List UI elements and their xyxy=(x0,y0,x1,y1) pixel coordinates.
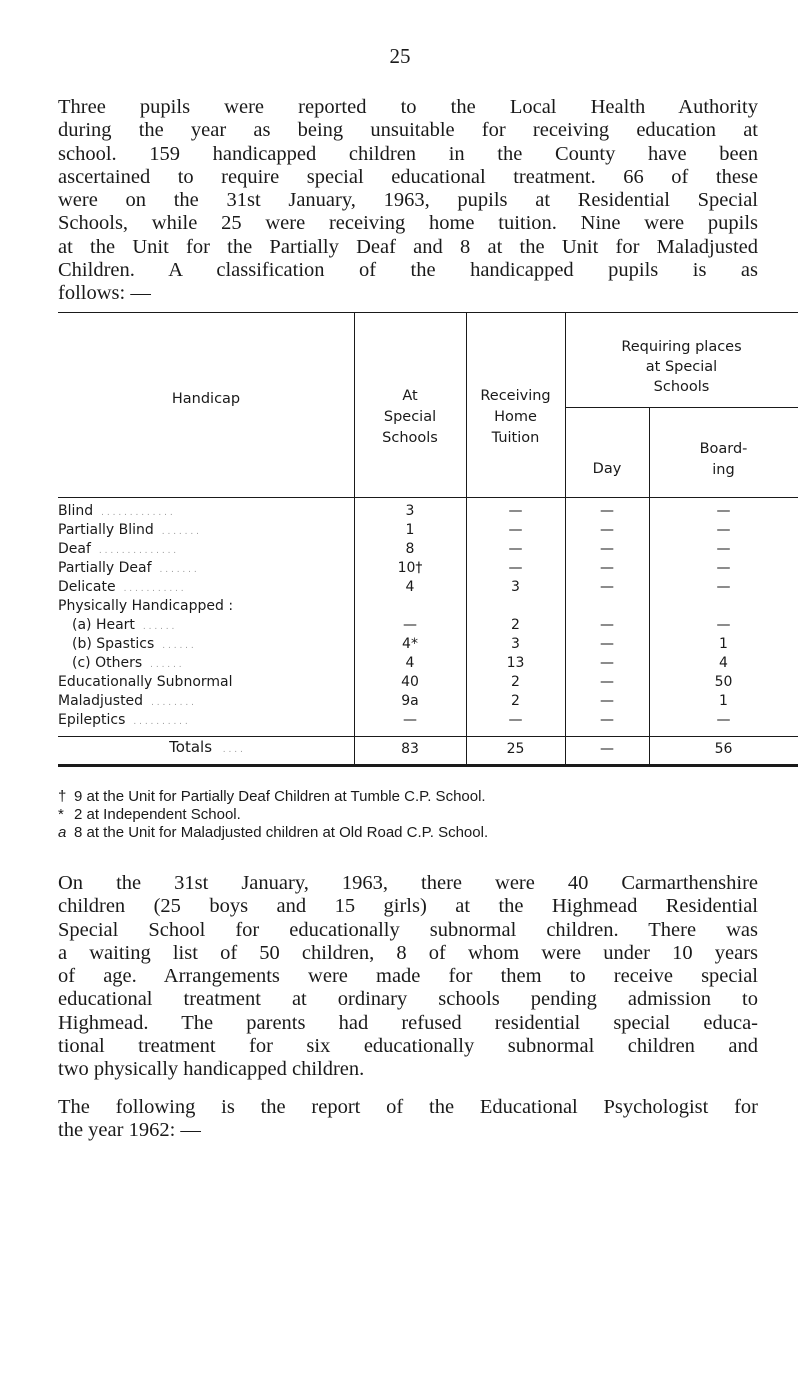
cell-home-tuition: 3 xyxy=(511,636,520,652)
cell-at-special: 9a xyxy=(401,693,419,709)
text-line: follows: — xyxy=(58,282,151,305)
cell-boarding: — xyxy=(716,712,731,728)
text-line: of age. Arrangements were made for them to receive special xyxy=(58,965,758,988)
cell-boarding: — xyxy=(716,503,731,519)
row-label: (a) Heart . . . . . . xyxy=(72,617,175,633)
footnote: † 9 at the Unit for Partially Deaf Children at Tumble C.P. School. xyxy=(58,788,486,805)
dot-leader: . . . . . . . xyxy=(161,527,199,537)
totals-day: — xyxy=(600,741,614,757)
text-line: Children. A classification of the handicapped pupils is as xyxy=(58,259,758,282)
cell-day: — xyxy=(600,579,614,595)
cell-home-tuition: — xyxy=(508,712,523,728)
subheader-rule xyxy=(565,407,798,408)
dot-leader: . . . . . . . . . . . . . . xyxy=(98,546,177,556)
cell-home-tuition: — xyxy=(508,560,523,576)
dot-leader: . . . . . . xyxy=(162,641,194,651)
cell-at-special: 40 xyxy=(401,674,419,690)
text-line: were on the 31st January, 1963, pupils at Residential Special xyxy=(58,189,758,212)
header-boarding: Board- ing xyxy=(699,441,748,478)
cell-boarding: — xyxy=(716,560,731,576)
header-handicap: Handicap xyxy=(171,391,241,407)
cell-day: — xyxy=(600,674,614,690)
cell-boarding: — xyxy=(716,541,731,557)
closing-paragraph xyxy=(58,872,758,1082)
cell-home-tuition: 13 xyxy=(506,655,525,671)
dot-leader: . . . . . . . . . . xyxy=(133,717,188,727)
dot-leader: . . . . . . . . xyxy=(151,698,194,708)
cell-at-special: 4 xyxy=(405,579,415,595)
totals-at-special: 83 xyxy=(401,741,419,757)
footnote: a 8 at the Unit for Maladjusted children at Old Road C.P. School. xyxy=(58,824,489,841)
row-label: Epileptics . . . . . . . . . . xyxy=(58,712,188,728)
cell-at-special: 8 xyxy=(405,541,415,557)
row-label: Delicate . . . . . . . . . . . xyxy=(58,579,184,595)
text-line: On the 31st January, 1963, there were 40 Carmarthenshire xyxy=(58,872,758,894)
row-label: Maladjusted . . . . . . . . xyxy=(58,693,194,709)
totals-rule xyxy=(58,736,798,737)
cell-boarding: 1 xyxy=(719,693,728,709)
cell-at-special: — xyxy=(403,617,417,633)
dot-leader: . . . . xyxy=(222,745,243,755)
text-line: during the year as being unsuitable for receiving education at xyxy=(58,119,758,142)
dot-leader: . . . . . . xyxy=(150,660,182,670)
report-intro-paragraph xyxy=(58,1096,758,1143)
cell-home-tuition: 2 xyxy=(511,617,520,633)
dot-leader: . . . . . . . xyxy=(159,565,197,575)
text-line: Highmead. The parents had refused residential special educa- xyxy=(58,1011,758,1034)
cell-day: — xyxy=(600,617,614,633)
row-label: (b) Spastics . . . . . . xyxy=(72,636,194,652)
text-line: Three pupils were reported to the Local Health Authority xyxy=(58,96,758,118)
cell-day: — xyxy=(600,503,614,519)
text-line: educational treatment at ordinary schools pending admission to xyxy=(58,988,758,1011)
cell-home-tuition: 3 xyxy=(511,579,520,595)
cell-day: — xyxy=(600,522,614,538)
dot-leader: . . . . . . xyxy=(142,622,175,632)
row-label: Partially Blind . . . . . . . xyxy=(58,522,199,538)
cell-at-special: — xyxy=(403,712,417,728)
header-home-tuition: Receiving Home Tuition xyxy=(480,388,551,446)
cell-home-tuition: — xyxy=(508,503,523,519)
cell-boarding: 4 xyxy=(719,655,728,671)
cell-at-special: 4 xyxy=(405,655,415,671)
header-at-special-schools: At Special Schools xyxy=(382,388,438,446)
cell-day: — xyxy=(600,560,614,576)
text-line: Schools, while 25 were receiving home tuition. Nine were pupils xyxy=(58,212,758,235)
cell-day: — xyxy=(600,636,614,652)
text-line: The following is the report of the Educational Psychologist for xyxy=(58,1096,758,1118)
cell-at-special: 4* xyxy=(402,636,418,652)
row-label: Blind . . . . . . . . . . . . . xyxy=(58,503,173,519)
totals-boarding: 56 xyxy=(714,741,733,757)
cell-home-tuition: 2 xyxy=(511,693,520,709)
text-line: two physically handicapped children. xyxy=(58,1058,365,1081)
page-number: 25 xyxy=(389,44,411,68)
cell-day: — xyxy=(600,693,614,709)
totals-home-tuition: 25 xyxy=(506,741,525,757)
footnote: * 2 at Independent School. xyxy=(58,806,241,823)
row-label: (c) Others . . . . . . xyxy=(72,655,182,671)
row-label: Educationally Subnormal xyxy=(58,674,233,690)
text-line: children (25 boys and 15 girls) at the Highmead Residential xyxy=(58,895,758,918)
text-line: ascertained to require special educational treatment. 66 of these xyxy=(58,165,758,188)
text-line: tional treatment for six educationally subnormal children and xyxy=(58,1035,758,1058)
header-day: Day xyxy=(592,461,622,477)
cell-boarding: — xyxy=(716,617,731,633)
cell-boarding: 50 xyxy=(714,674,733,690)
text-line: a waiting list of 50 children, 8 of whom were under 10 years xyxy=(58,941,758,964)
text-line: school. 159 handicapped children in the County have been xyxy=(58,142,758,165)
cell-home-tuition: — xyxy=(508,541,523,557)
cell-at-special: 3 xyxy=(405,503,415,519)
cell-boarding: 1 xyxy=(719,636,728,652)
row-label: Deaf . . . . . . . . . . . . . . xyxy=(58,541,177,557)
cell-boarding: — xyxy=(716,522,731,538)
header-rule xyxy=(58,497,798,498)
cell-day: — xyxy=(600,655,614,671)
cell-at-special: 10† xyxy=(397,560,423,576)
cell-day: — xyxy=(600,712,614,728)
cell-home-tuition: — xyxy=(508,522,523,538)
cell-at-special: 1 xyxy=(405,522,415,538)
cell-day: — xyxy=(600,541,614,557)
cell-home-tuition: 2 xyxy=(511,674,520,690)
header-requiring-places: Requiring places at Special Schools xyxy=(621,339,742,395)
row-label: Partially Deaf . . . . . . . xyxy=(58,560,197,576)
table-bottom-rule xyxy=(58,764,798,767)
intro-paragraph xyxy=(58,96,758,306)
cell-boarding: — xyxy=(716,579,731,595)
text-line: the year 1962: — xyxy=(58,1119,201,1142)
dot-leader: . . . . . . . . . . . . . xyxy=(101,508,173,518)
totals-label: Totals . . . . xyxy=(169,738,243,756)
table-top-rule xyxy=(58,312,798,313)
text-line: at the Unit for the Partially Deaf and 8 at the Unit for Maladjusted xyxy=(58,235,758,258)
row-label: Physically Handicapped : xyxy=(58,598,234,614)
text-line: Special School for educationally subnormal children. There was xyxy=(58,918,758,941)
dot-leader: . . . . . . . . . . . xyxy=(123,584,184,594)
